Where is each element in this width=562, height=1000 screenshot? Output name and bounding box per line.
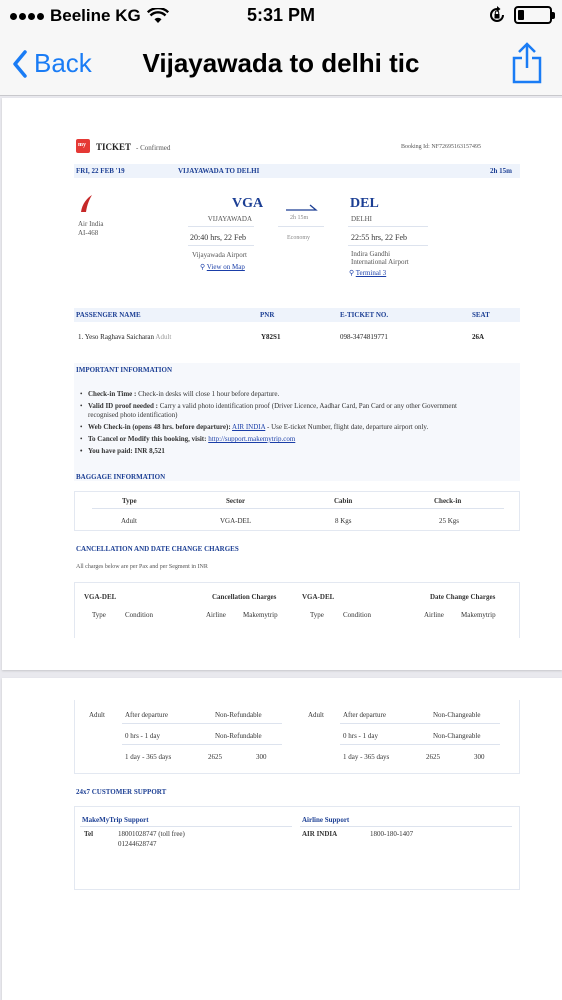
cabin-class: Economy [287,235,310,241]
airline-support-name: AIR INDIA [302,830,338,838]
tel-label: Tel [84,830,94,838]
col-pnr: PNR [260,311,275,319]
cancel-label: To Cancel or Modify this booking, visit: [88,435,207,443]
flight-number: AI-468 [78,229,99,237]
charges-table [74,582,520,638]
passenger-type: Adult [155,333,172,341]
tel-tollfree: 18001028747 (toll free) [118,830,185,838]
row3-airline-2: 2625 [426,753,440,761]
cancel-sub-type: Type [92,611,106,619]
flight-arrow-icon [286,204,318,212]
carrier-name: Beeline KG [50,6,141,25]
map-pin-icon: ⚲ [200,263,206,271]
destination-time: 22:55 hrs, 22 Feb [351,233,407,242]
origin-code: VGA [232,196,264,211]
airline-support-phone: 1800-180-1407 [370,830,414,838]
checkin-info [88,390,279,398]
flight-summary-row [74,164,520,178]
id-proof-info [88,402,508,410]
tel-phone: 01244628747 [118,840,157,848]
pnr-value: Y82S1 [261,333,281,341]
id-text: Carry a valid photo identification proof (Driver Licence, Aadhar Card, Pan Card or any other Government [159,402,457,410]
id-label: Valid ID proof needed : [88,402,159,410]
passenger-row [78,333,171,341]
battery-icon [514,6,552,24]
divider [188,226,254,227]
divider [122,744,282,745]
row1-value-2: Non-Changeable [433,711,481,719]
change-charges-title: Date Change Charges [430,593,496,601]
air-india-link[interactable]: AIR INDIA [232,423,266,431]
checkin-label: Check-in Time : [88,390,137,398]
page-title: Vijayawada to delhi tic [142,48,420,78]
eticket-value: 098-3474819771 [340,333,388,341]
change-sub-type: Type [310,611,324,619]
ticket-page-2 [2,678,562,1000]
row3-mmt-2: 300 [474,753,485,761]
change-sub-condition: Condition [343,611,372,619]
destination-airport-line2: International Airport [351,258,409,266]
row3-mmt: 300 [256,753,267,761]
id-proof-text-2: recognised photo identification) [88,411,178,419]
web-checkin-text: - Use E-ticket Number, flight date, departure airport only. [267,423,429,431]
back-label: Back [34,48,92,78]
cancel-info [88,435,295,443]
passenger-name: 1. Yeso Raghava Saicharan [78,333,155,341]
row1-type-2: Adult [308,711,324,719]
middle-duration: 2h 15m [290,215,309,221]
baggage-type: Adult [121,517,137,525]
baggage-checkin: 25 Kgs [439,517,460,525]
terminal-label[interactable]: Terminal 3 [355,269,387,277]
ticket-status: - Confirmed [136,144,171,152]
baggage-col-type: Type [122,497,137,505]
baggage-cabin: 8 Kgs [335,517,352,525]
ticket-label: TICKET [96,142,132,152]
airline-support-title: Airline Support [302,816,350,824]
row2-condition: 0 hrs - 1 day [125,732,160,740]
row2-value: Non-Refundable [215,732,262,740]
web-checkin-info [88,423,428,431]
row2-condition-2: 0 hrs - 1 day [343,732,378,740]
passenger-table-header [74,308,520,322]
seat-value: 26A [472,333,485,341]
row3-condition: 1 day - 365 days [125,753,172,761]
airline-name: Air India [78,220,104,228]
row3-airline: 2625 [208,753,222,761]
origin-map-link[interactable] [200,263,245,271]
row1-value: Non-Refundable [215,711,262,719]
important-info-title: IMPORTANT INFORMATION [76,366,173,374]
baggage-col-cabin: Cabin [334,497,353,505]
divider [80,826,292,827]
change-sector: VGA-DEL [302,593,335,601]
divider [340,744,500,745]
divider [278,226,324,227]
row1-condition: After departure [125,711,168,719]
support-title: 24x7 CUSTOMER SUPPORT [76,788,167,796]
change-sub-airline: Airline [424,611,444,619]
status-bar [0,0,562,34]
cancel-sector: VGA-DEL [84,593,117,601]
web-checkin-label: Web Check-in (opens 48 hrs. before departure): [88,423,231,431]
share-icon [512,42,542,84]
booking-id: Booking Id: NF72695163157495 [401,144,482,150]
baggage-title: BAGGAGE INFORMATION [76,473,166,481]
baggage-sector: VGA-DEL [220,517,252,525]
row2-value-2: Non-Changeable [433,732,481,740]
important-info-box [74,363,520,481]
divider [348,245,428,246]
change-sub-mmt: Makemytrip [461,611,496,619]
terminal-link[interactable] [349,269,386,277]
baggage-col-sector: Sector [226,497,246,505]
ticket-page-1 [2,98,562,670]
nav-bar [0,34,562,96]
support-link[interactable]: http://support.makemytrip.com [208,435,296,443]
destination-city: DELHI [351,215,372,223]
baggage-col-checkin: Check-in [434,497,462,505]
divider [348,226,428,227]
mmt-logo-icon: my [76,139,90,153]
divider [122,723,282,724]
origin-city: VIJAYAWADA [207,215,252,223]
flight-duration: 2h 15m [490,167,512,175]
amount-paid: • You have paid: INR 8,521 [88,447,165,455]
origin-airport: Vijayawada Airport [192,251,247,259]
col-eticket: E-TICKET NO. [340,311,389,319]
destination-airport-line1: Indira Gandhi [351,250,391,258]
cancellation-title: CANCELLATION AND DATE CHANGE CHARGES [76,545,239,553]
clock: 5:31 PM [246,5,316,25]
row1-condition-2: After departure [343,711,386,719]
checkin-text: Check-in desks will close 1 hour before departure. [138,390,280,398]
cancellation-note: All charges below are per Pax and per Segment in INR [76,564,208,570]
map-pin-icon: ⚲ [349,269,355,277]
view-on-map-link[interactable]: View on Map [206,263,245,271]
cancel-sub-airline: Airline [206,611,226,619]
divider [340,723,500,724]
flight-route: VIJAYAWADA TO DELHI [178,167,260,175]
divider [188,245,254,246]
divider [300,826,512,827]
cancel-sub-condition: Condition [125,611,154,619]
air-india-logo-icon [79,194,93,214]
share-button[interactable] [512,42,542,89]
mmt-support-title: MakeMyTrip Support [82,816,149,824]
row1-type: Adult [89,711,105,719]
cancel-charges-title: Cancellation Charges [212,593,277,601]
cancel-sub-mmt: Makemytrip [243,611,278,619]
origin-time: 20:40 hrs, 22 Feb [190,233,246,242]
flight-date: FRI, 22 FEB '19 [76,167,125,175]
divider [92,508,504,509]
col-passenger-name: PASSENGER NAME [76,311,141,319]
col-seat: SEAT [472,311,490,319]
destination-code: DEL [350,196,379,211]
row3-condition-2: 1 day - 365 days [343,753,390,761]
rotation-lock-icon [488,6,506,24]
